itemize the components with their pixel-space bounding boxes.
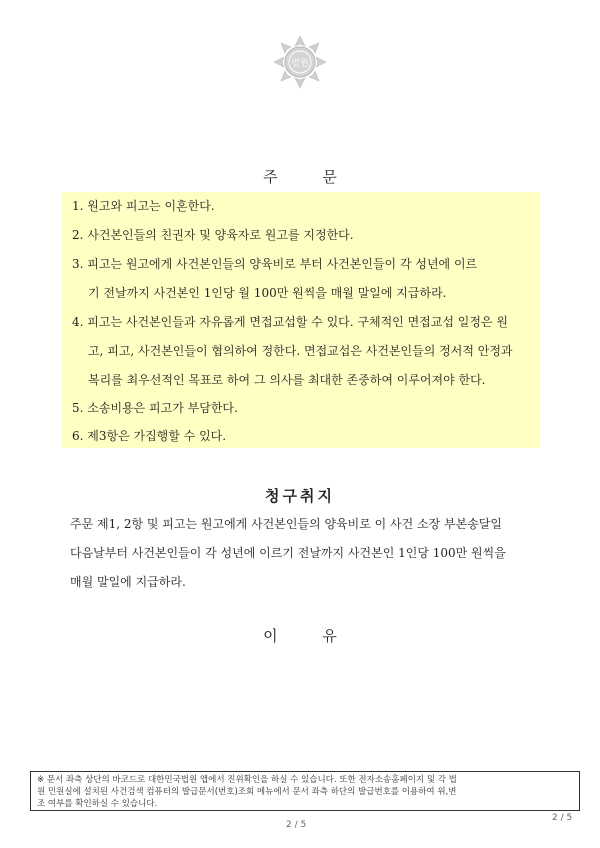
notice-line: 조 여부를 확인하실 수 있습니다. [37,799,158,809]
page-number-right: 2 / 5 [552,813,573,823]
page-number-center: 2 / 5 [286,820,307,830]
order-item-4-cont: 복리를 최우선적인 목표로 하여 그 의사를 최대한 존중하여 이루어져야 한다. [88,373,486,387]
claim-line: 다음날부터 사건본인들이 각 성년에 이르기 전날까지 사건본인 1인당 100만 원씩을 [70,546,506,560]
order-item-5: 5. 소송비용은 피고가 부담한다. [72,401,238,415]
order-item-6: 6. 제3항은 가집행할 수 있다. [72,429,227,443]
heading-claim: 청구취지 [265,487,335,505]
order-item-1: 1. 원고와 피고는 이혼한다. [72,199,215,213]
notice-line: ※ 문서 좌측 상단의 바코드로 대한민국법원 앱에서 진위확인을 하실 수 있습니다. 또한 전자소송홈페이지 및 각 법 [37,775,457,785]
heading-reason: 이 유 [263,627,337,645]
heading-main: 주 문 [263,168,337,186]
order-item-2: 2. 사건본인들의 친권자 및 양육자로 원고를 지정한다. [72,228,354,242]
order-item-4-cont: 고, 피고, 사건본인들이 협의하여 정한다. 면접교섭은 사건본인들의 정서적 안정과 [88,344,513,358]
notice-line: 원 민원실에 설치된 사건검색 컴퓨터의 발급문서(번호)조회 메뉴에서 문서 좌측 하단의 발급번호를 이용하여 위,변 [37,787,457,797]
claim-line: 매월 말일에 지급하라. [70,575,186,589]
order-item-4: 4. 피고는 사건본인들과 자유롭게 면접교섭할 수 있다. 구체적인 면접교섭 일정은 원 [72,315,508,329]
order-item-3-cont: 기 전날까지 사건본인 1인당 월 100만 원씩을 매월 말일에 지급하라. [88,286,447,300]
order-item-3: 3. 피고는 원고에게 사건본인들의 양육비로 부터 사건본인들이 각 성년에 이르 [72,257,478,271]
court-seal-icon [272,34,328,90]
claim-line: 주문 제1, 2항 및 피고는 원고에게 사건본인들의 양육비로 이 사건 소장 부본송달일 [70,517,502,531]
verification-notice [30,771,580,811]
seal-text: 법원 [291,59,309,69]
